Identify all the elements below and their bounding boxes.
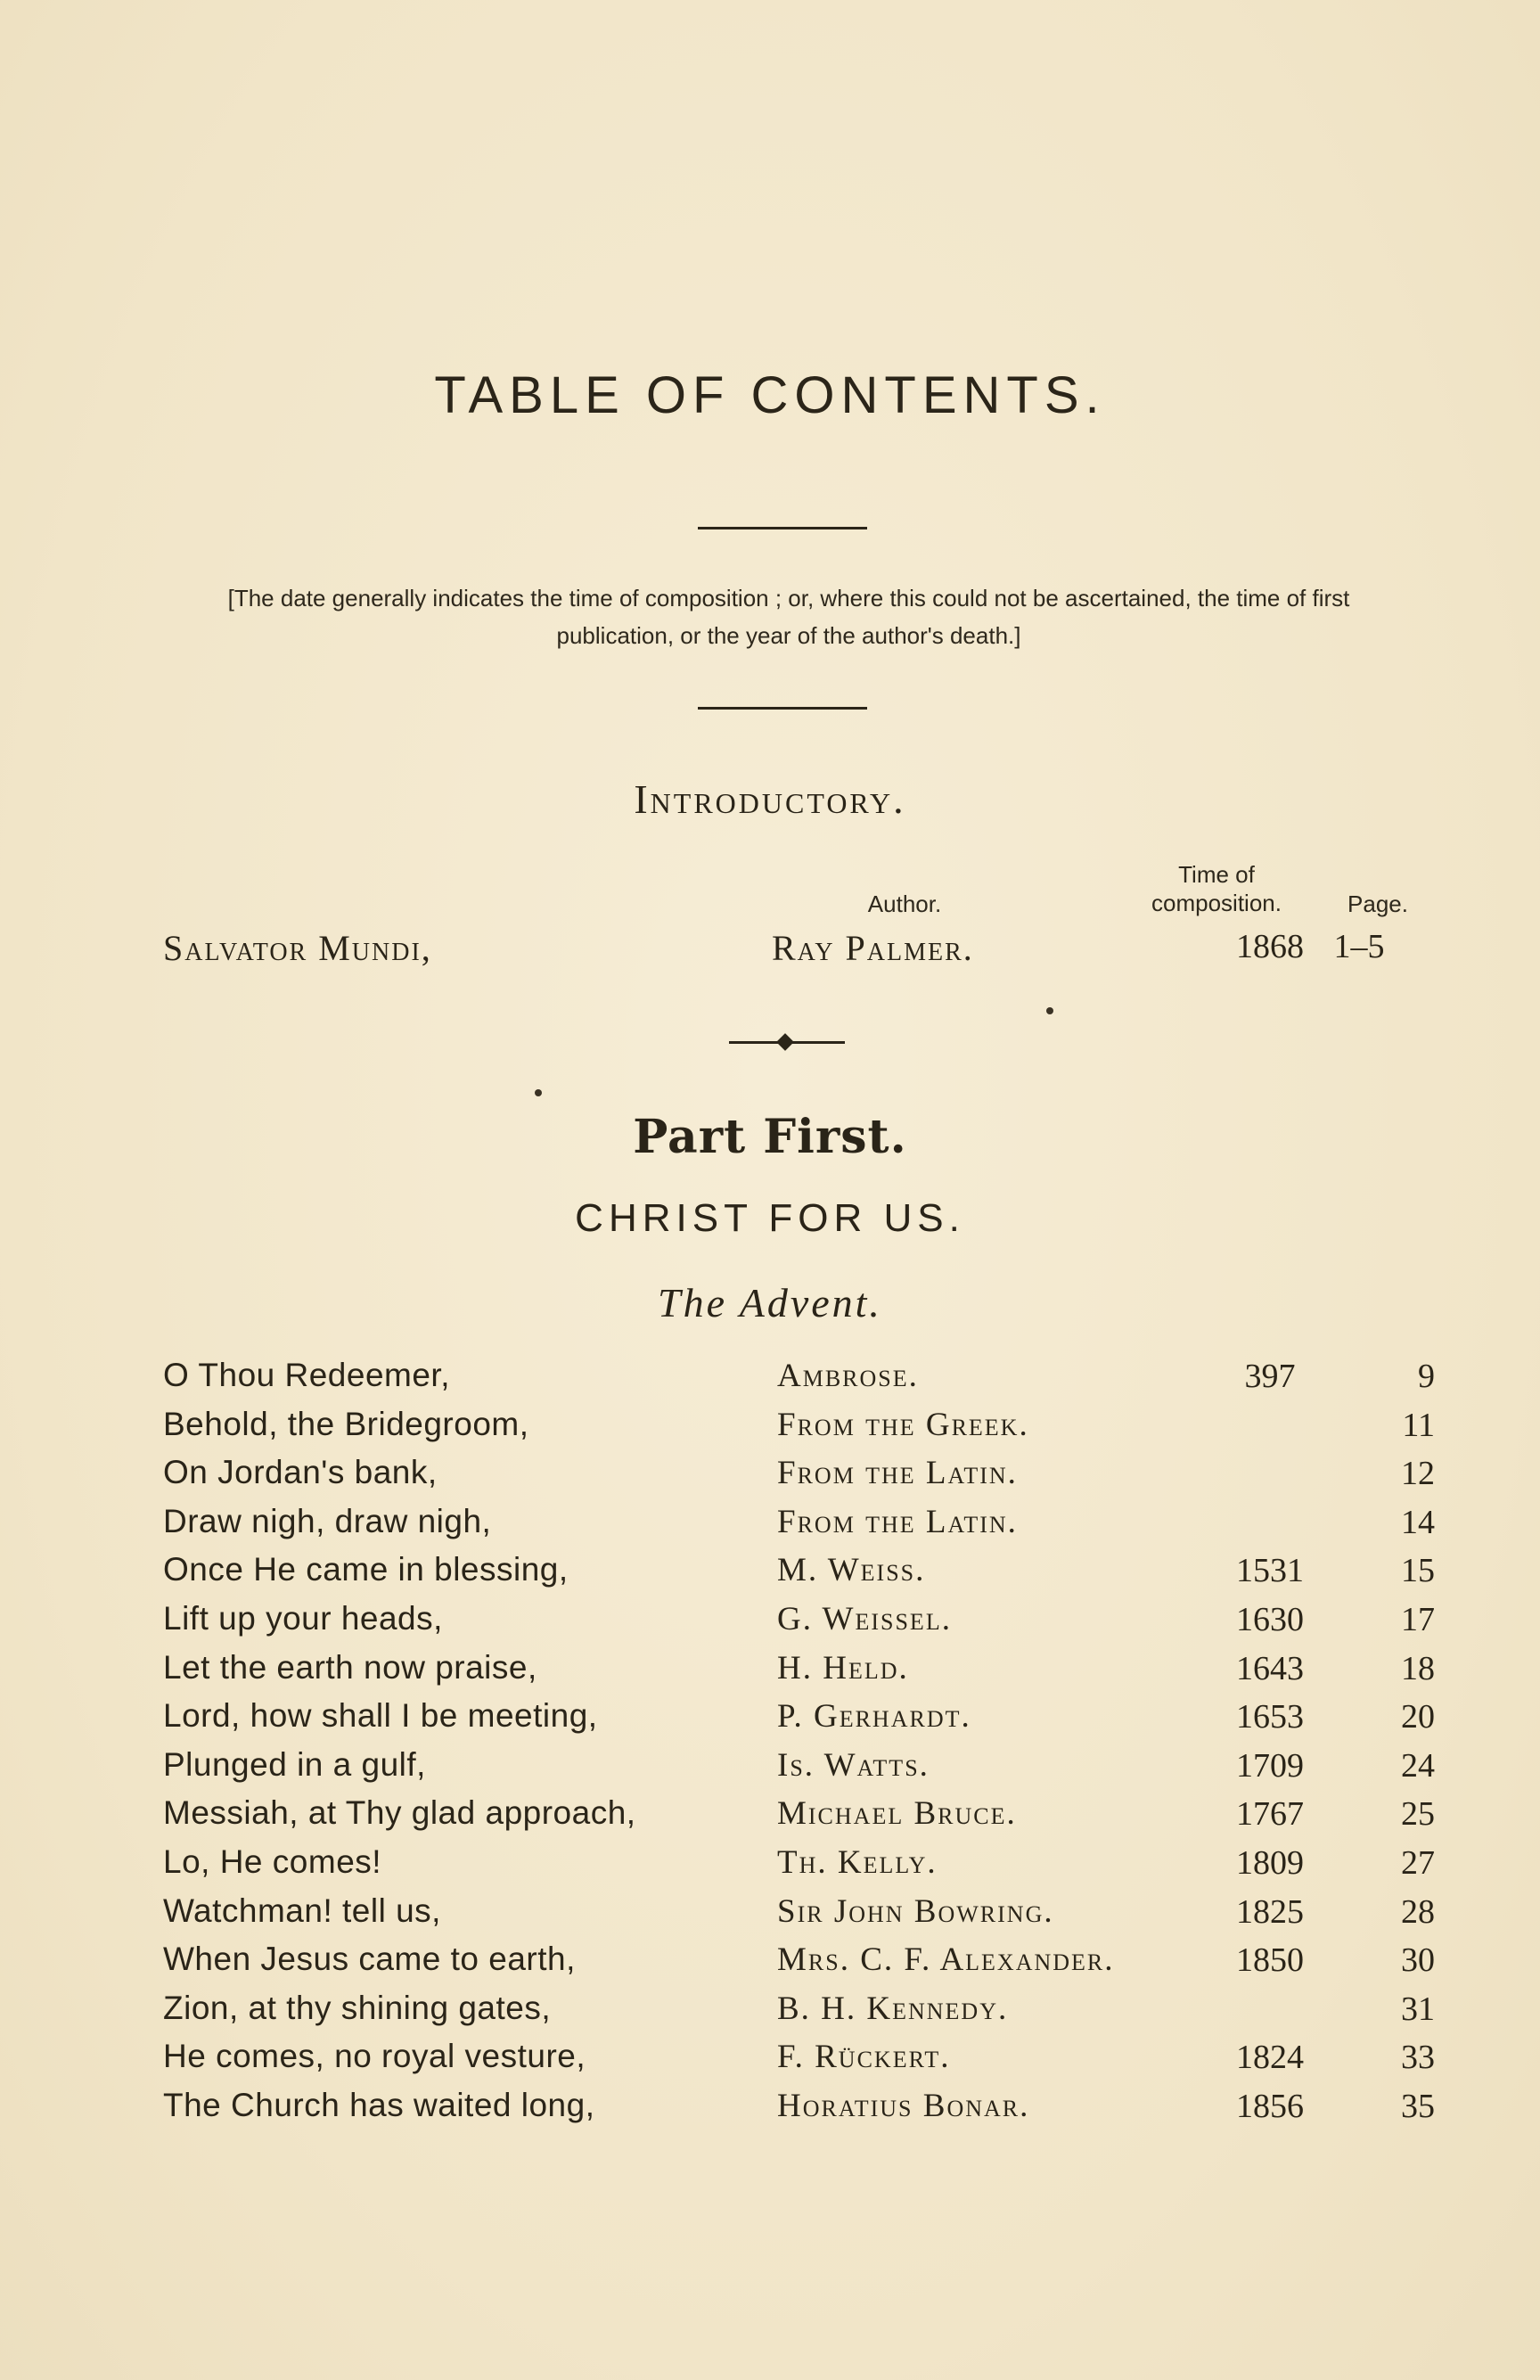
entry-author: From the Latin. — [777, 1503, 1018, 1540]
entry-page: 11 — [1402, 1406, 1435, 1444]
entry-title: Lift up your heads, — [163, 1600, 443, 1637]
entry-author: Horatius Bonar. — [777, 2088, 1030, 2124]
contents-entry — [0, 1892, 1540, 1941]
entry-author: F. Rückert. — [777, 2039, 951, 2076]
page-column-header: Page. — [1348, 890, 1408, 917]
entry-year: 397 — [1244, 1358, 1296, 1395]
entry-year: 1531 — [1236, 1552, 1304, 1590]
entry-page: 15 — [1401, 1552, 1435, 1590]
entry-page: 35 — [1401, 2088, 1435, 2125]
entry-year: 1850 — [1236, 1941, 1304, 1980]
entry-author: Mrs. C. F. Alexander. — [777, 1941, 1115, 1979]
introductory-heading: Introductory. — [634, 776, 906, 822]
contents-entry — [0, 1746, 1540, 1794]
entry-author: Michael Bruce. — [777, 1795, 1017, 1833]
entry-title: Watchman! tell us, — [163, 1892, 441, 1929]
entry-year: 1630 — [1236, 1601, 1304, 1638]
contents-entry — [0, 1600, 1540, 1648]
entry-year: 1653 — [1236, 1698, 1304, 1736]
entry-page: 1–5 — [1333, 928, 1385, 965]
entry-author: G. Weissel. — [777, 1601, 952, 1637]
entry-page: 20 — [1401, 1698, 1435, 1736]
entry-author: Ambrose. — [777, 1358, 919, 1394]
ornament-diamond — [776, 1033, 794, 1051]
contents-entry — [0, 1843, 1540, 1892]
entry-title: Let the earth now praise, — [163, 1648, 537, 1686]
time-column-header: Time of composition. — [1151, 861, 1282, 916]
contents-entry — [0, 2038, 1540, 2086]
date-note: [The date generally indicates the time of composition ; or, where this could not be ascertained, the time of first publication, or the year of the author's death.] — [227, 585, 1350, 649]
contents-entry — [0, 1357, 1540, 1405]
entry-author: B. H. Kennedy. — [777, 1990, 1009, 2027]
contents-entry — [0, 1551, 1540, 1599]
entry-year: 1709 — [1236, 1746, 1304, 1785]
entry-author: Sir John Bowring. — [777, 1892, 1054, 1930]
contents-entry — [0, 1406, 1540, 1454]
entry-page: 17 — [1401, 1601, 1435, 1638]
entry-page: 28 — [1401, 1892, 1435, 1931]
entry-title: Lord, how shall I be meeting, — [163, 1697, 598, 1735]
entry-title: Once He came in blessing, — [163, 1551, 569, 1588]
entry-title: Messiah, at Thy glad approach, — [163, 1794, 636, 1832]
entry-year: 1824 — [1236, 2039, 1304, 2077]
entry-page: 27 — [1401, 1844, 1435, 1882]
entry-title: Draw nigh, draw nigh, — [163, 1502, 492, 1539]
entry-title: Plunged in a gulf, — [163, 1745, 426, 1783]
entry-year: 1767 — [1236, 1795, 1304, 1834]
entry-author: Is. Watts. — [777, 1746, 930, 1784]
entry-title: Lo, He comes! — [163, 1843, 382, 1880]
entry-title: When Jesus came to earth, — [163, 1941, 576, 1978]
entry-author: P. Gerhardt. — [777, 1698, 971, 1736]
author-column-header: Author. — [867, 890, 942, 917]
contents-entry — [0, 1649, 1540, 1697]
entry-author: H. Held. — [777, 1649, 909, 1687]
contents-entry — [0, 2087, 1540, 2135]
entry-title: O Thou Redeemer, — [163, 1357, 450, 1393]
entry-year: 1825 — [1236, 1892, 1304, 1931]
entry-title: Zion, at thy shining gates, — [163, 1989, 552, 2026]
introductory-entry — [0, 927, 1540, 975]
entry-year: 1856 — [1236, 2088, 1304, 2125]
entry-page: 33 — [1401, 2039, 1435, 2077]
page-title: TABLE OF CONTENTS. — [434, 366, 1106, 424]
entry-page: 25 — [1401, 1795, 1435, 1834]
part-heading: Part First. — [633, 1110, 907, 1164]
entry-author: Th. Kelly. — [777, 1844, 938, 1881]
print-speck — [1046, 1007, 1053, 1014]
entry-title: Salvator Mundi, — [163, 928, 432, 968]
entry-page: 30 — [1401, 1941, 1435, 1980]
entry-author: From the Latin. — [777, 1455, 1018, 1492]
entry-year: 1643 — [1236, 1649, 1304, 1687]
entry-title: He comes, no royal vesture, — [163, 2038, 586, 2075]
contents-entry — [0, 1990, 1540, 2038]
contents-entry — [0, 1794, 1540, 1842]
entry-page: 31 — [1401, 1990, 1435, 2028]
contents-entry — [0, 1503, 1540, 1551]
top-rule — [698, 527, 867, 529]
section-heading: The Advent. — [658, 1280, 882, 1325]
entry-page: 9 — [1418, 1358, 1435, 1395]
entry-page: 18 — [1401, 1649, 1435, 1687]
part-subtitle: CHRIST FOR US. — [575, 1196, 965, 1240]
print-speck — [535, 1089, 542, 1096]
entry-year: 1809 — [1236, 1844, 1304, 1882]
entry-author: Ray Palmer. — [772, 928, 974, 968]
entry-author: M. Weiss. — [777, 1552, 926, 1589]
entry-page: 12 — [1401, 1455, 1435, 1493]
entry-title: Behold, the Bridegroom, — [163, 1405, 529, 1442]
entry-page: 24 — [1401, 1746, 1435, 1785]
contents-entry — [0, 1454, 1540, 1502]
note-rule — [698, 707, 867, 710]
entry-year: 1868 — [1236, 928, 1304, 965]
entry-title: The Church has waited long, — [163, 2087, 595, 2123]
entry-author: From the Greek. — [777, 1406, 1029, 1443]
entry-page: 14 — [1401, 1503, 1435, 1541]
contents-entry — [0, 1941, 1540, 1989]
contents-entry — [0, 1697, 1540, 1745]
entry-title: On Jordan's bank, — [163, 1454, 438, 1491]
